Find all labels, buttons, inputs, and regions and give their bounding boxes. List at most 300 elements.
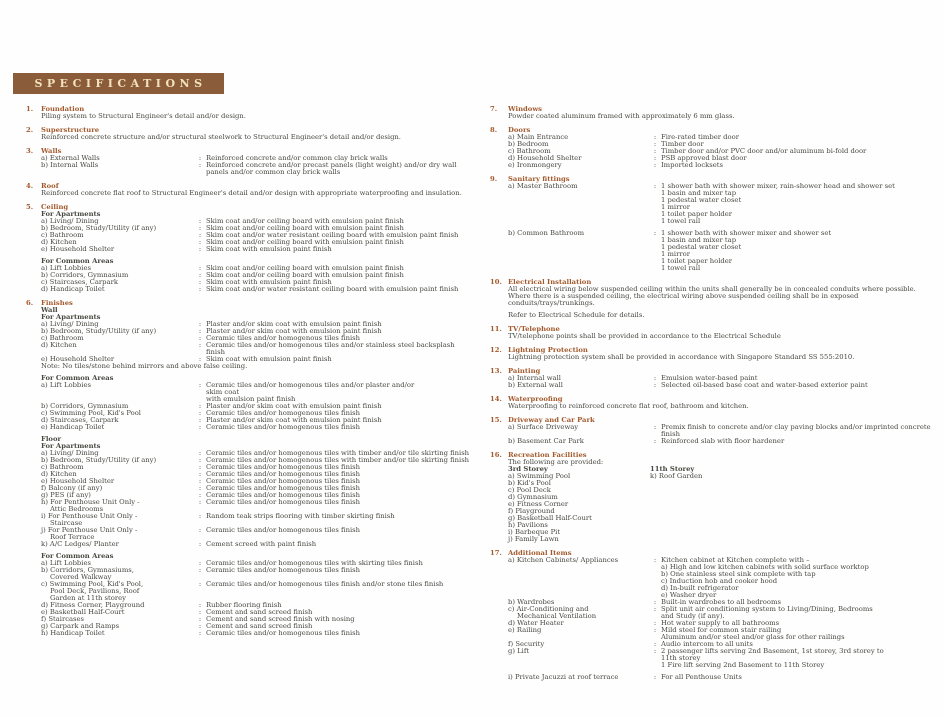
section-body [41, 211, 473, 293]
row-label [41, 581, 194, 602]
section-number: 8. [490, 126, 498, 134]
text-line: with emulsion paint finish [206, 395, 296, 403]
section-body [508, 354, 938, 361]
row-label [41, 499, 194, 513]
text-line: Skim coat and/or ceiling board with emulsion paint finish [206, 264, 404, 272]
section-title: Recreation Facilities [508, 451, 587, 459]
text-line: 2 passenger lifts serving 2nd Basement, 1st storey, 3rd storey to [661, 647, 884, 655]
text-line: Skim coat and/or ceiling board with emulsion paint finish [206, 271, 404, 279]
text-line: and Study (if any). [661, 612, 725, 620]
section-body [41, 134, 473, 141]
spec-rows [41, 265, 473, 293]
section-title: Roof [41, 182, 59, 190]
section-title: Additional Items [508, 549, 572, 557]
spec-section [490, 452, 938, 543]
row-colon [194, 286, 206, 293]
text-line: Ceramic tiles and/or homogenous tiles finish [206, 477, 361, 485]
text-line: 1 basin and mixer tap [661, 189, 737, 197]
sub-heading: For Common Areas [41, 552, 114, 560]
text-line: Ceramic tiles and/or homogenous tiles finish and/or stone tiles finish [206, 580, 444, 588]
text-line: f) Staircases [41, 615, 85, 623]
row-label [508, 162, 649, 169]
paragraph: Refer to Electrical Schedule for details. [508, 311, 645, 319]
section-body [508, 424, 938, 445]
text-line: b) Bedroom, Study/Utility (if any) [41, 456, 157, 464]
row-label [508, 674, 649, 681]
row-value [206, 246, 473, 253]
text-line: a) Lift Lobbies [41, 381, 91, 389]
section-title: Sanitary fittings [508, 175, 570, 183]
text-line: 1 shower bath with shower mixer and shower set [661, 229, 832, 237]
text-line: Ceramic tiles and/or homogenous tiles finish [206, 526, 361, 534]
spec-rows [41, 382, 473, 431]
text-line: Mild steel for common stair railing [661, 626, 782, 634]
section-number: 10. [490, 278, 502, 286]
row-label [41, 630, 194, 637]
text-line: skim coat [206, 388, 240, 396]
text-line: d) Household Shelter [508, 154, 582, 162]
text-line: Ceramic tiles and/or homogenous tiles finish [206, 463, 361, 471]
paragraph: Waterproofing to reinforced concrete flat roof, bathroom and kitchen. [508, 402, 749, 410]
text-line: PSB approved blast door [661, 154, 747, 162]
row-colon [649, 674, 661, 681]
text-line: Skim coat with emulsion paint finish [206, 355, 332, 363]
text-line: b) Bedroom, Study/Utility (if any) [41, 327, 157, 335]
text-line: Fire-rated timber door [661, 133, 739, 141]
spec-section [490, 417, 938, 445]
spec-rows [508, 134, 938, 169]
text-line: d) Water Heater [508, 619, 564, 627]
row-label [41, 513, 194, 527]
row-value [206, 541, 473, 548]
text-line: 1 basin and mixer tap [661, 236, 737, 244]
row-value [661, 648, 938, 669]
row-label [41, 286, 194, 293]
spec-row [41, 541, 473, 548]
facilities-column [650, 466, 938, 543]
facility-item: e) Fitness Corner [508, 500, 569, 508]
section-title: Finishes [41, 299, 73, 307]
text-line: Ceramic tiles and/or homogenous tiles finish [206, 409, 361, 417]
text-line: g) Lift [508, 647, 530, 655]
text-line: a) Main Entrance [508, 133, 569, 141]
text-line: Skim coat and/or ceiling board with emulsion paint finish [206, 224, 404, 232]
row-colon [194, 567, 206, 574]
spec-section [26, 183, 473, 197]
row-label [41, 246, 194, 253]
text-line: a) Master Bathroom [508, 182, 578, 190]
paragraph: Piling system to Structural Engineer's detail and/or design. [41, 112, 246, 120]
text-line: f) Balcony (if any) [41, 484, 103, 492]
text-line: a) Surface Driveway [508, 423, 579, 431]
text-line: Cement and sand screed finish with nosing [206, 615, 355, 623]
text-line: Timber door [661, 140, 704, 148]
paragraph: TV/telephone points shall be provided in accordance to the Electrical Schedule [508, 332, 781, 340]
spec-section [490, 127, 938, 169]
spec-row [508, 230, 938, 272]
row-value [661, 162, 938, 169]
spec-rows [508, 424, 938, 445]
text-line: e) Ironmongery [508, 161, 562, 169]
spec-row [41, 246, 473, 253]
text-line: g) Carpark and Ramps [41, 622, 120, 630]
paragraph: The following are provided: [508, 458, 604, 466]
row-value [206, 630, 473, 637]
text-line: a) Living/ Dining [41, 449, 99, 457]
row-value [661, 606, 938, 620]
section-title: Painting [508, 367, 541, 375]
spec-section [490, 347, 938, 361]
spec-row [41, 499, 473, 513]
text-line: Plaster and/or skim coat with emulsion paint finish [206, 320, 382, 328]
row-label [41, 382, 194, 389]
banner-title: SPECIFICATIONS [34, 77, 207, 90]
section-number: 11. [490, 325, 502, 333]
text-line: d) Kitchen [41, 341, 77, 349]
section-number: 3. [26, 147, 34, 155]
row-value [661, 230, 938, 272]
text-line: 1 pedestal water closet [661, 243, 742, 251]
section-body [508, 113, 938, 120]
spec-row [41, 342, 473, 356]
spec-row [41, 527, 473, 541]
sub-heading: For Apartments [41, 210, 101, 218]
text-line: Timber door and/or PVC door and/or aluminum bi-fold door [661, 147, 867, 155]
text-line: a) Living/ Dining [41, 217, 99, 225]
section-title: Superstructure [41, 126, 100, 134]
text-line: Ceramic tiles and/or homogenous tiles finish [206, 423, 361, 431]
text-line: b) Internal Walls [41, 161, 99, 169]
text-line: Plaster and/or skim coat with emulsion paint finish [206, 402, 382, 410]
text-line: c) Bathroom [508, 147, 551, 155]
text-line: e) Household Shelter [41, 245, 115, 253]
row-colon [194, 342, 206, 349]
sub-heading: Wall [41, 306, 58, 314]
text-line: e) Basketball Half-Court [41, 608, 125, 616]
section-title: Driveway and Car Park [508, 416, 595, 424]
section-title: Electrical Installation [508, 278, 592, 286]
text-line: Rubber flooring finish [206, 601, 282, 609]
row-colon [649, 438, 661, 445]
text-line: Ceramic tiles and/or homogenous tiles and/or plaster and/or [206, 381, 415, 389]
sub-heading: For Common Areas [41, 257, 114, 265]
text-line: 1 shower bath with shower mixer, rain-shower head and shower set [661, 182, 895, 190]
text-line: Audio intercom to all units [661, 640, 753, 648]
text-line: c) Swimming Pool, Kid's Pool [41, 409, 141, 417]
text-line: Plaster and/or skim coat with emulsion paint finish [206, 327, 382, 335]
row-value [206, 342, 473, 356]
row-colon [649, 648, 661, 655]
text-line: Skim coat and/or water resistant ceiling board with emulsion paint finish [206, 285, 459, 293]
text-line: i) For Penthouse Unit Only - [41, 512, 138, 520]
row-value [206, 162, 473, 176]
row-label [508, 557, 649, 564]
section-body [508, 183, 938, 272]
row-label [41, 342, 194, 349]
row-value [206, 527, 473, 534]
spec-row [41, 581, 473, 602]
sub-heading: For Common Areas [41, 374, 114, 382]
row-label [508, 438, 649, 445]
text-line: a) Living/ Dining [41, 320, 99, 328]
spec-row [508, 606, 938, 620]
text-line: b) Common Bathroom [508, 229, 585, 237]
text-line: 11th storey [661, 654, 701, 662]
text-line: c) Bathroom [41, 231, 84, 239]
spec-row [508, 183, 938, 225]
paragraph: All electrical wiring below suspended ceiling within the units shall generally be in concealed conduits where possible. Where there is a suspended ceiling, the electrical wiring above suspended ceiling shall be in exposed conduits/trays/trunkings. [508, 285, 916, 307]
section-number: 1. [26, 105, 34, 113]
section-body [41, 155, 473, 176]
spec-row [41, 286, 473, 293]
row-value [661, 183, 938, 225]
text-line: Ceramic tiles and/or homogenous tiles with skirting tiles finish [206, 559, 423, 567]
facilities-column-heading: 11th Storey [650, 465, 695, 473]
row-colon [194, 541, 206, 548]
row-label [41, 162, 194, 169]
text-line: e) Washer dryer [661, 591, 717, 599]
row-colon [194, 630, 206, 637]
text-line: Pool Deck, Pavilions, Roof [50, 587, 140, 595]
paragraph: Reinforced concrete structure and/or structural steelwork to Structural Engineer's detail and/or design. [41, 133, 401, 141]
section-number: 16. [490, 451, 502, 459]
spec-rows [508, 557, 938, 681]
spec-section [490, 550, 938, 681]
text-line: 1 mirror [661, 203, 690, 211]
column-right [490, 106, 938, 688]
spec-row [41, 630, 473, 637]
facility-item: i) Barbeque Pit [508, 528, 561, 536]
section-body [41, 307, 473, 637]
spec-rows [41, 450, 473, 548]
paragraph: Powder coated aluminum framed with approximately 6 mm glass. [508, 112, 735, 120]
spec-row [508, 627, 938, 641]
row-colon [194, 513, 206, 520]
row-colon [194, 162, 206, 169]
text-line: Hot water supply to all bathrooms [661, 619, 780, 627]
row-label [41, 424, 194, 431]
text-line: Random teak strips flooring with timber skirting finish [206, 512, 395, 520]
section-body [508, 286, 938, 319]
sub-heading: Floor [41, 435, 62, 443]
section-body [508, 333, 938, 340]
text-line: e) Railing [508, 626, 542, 634]
text-line: Skim coat with emulsion paint finish [206, 245, 332, 253]
text-line: d) Fitness Corner, Playground [41, 601, 145, 609]
spec-row [41, 513, 473, 527]
spec-section [490, 396, 938, 410]
text-line: c) Bathroom [41, 334, 84, 342]
section-body [41, 113, 473, 120]
text-line: Roof Terrace [50, 533, 95, 541]
row-colon [649, 183, 661, 190]
row-value [206, 382, 473, 403]
facility-item: h) Pavilions [508, 521, 548, 529]
spec-rows [41, 155, 473, 176]
text-line: c) Staircases, Carpark [41, 278, 118, 286]
text-line: h) Handicap Toilet [41, 629, 105, 637]
text-line: 1 towel rail [661, 264, 701, 272]
spec-rows [508, 375, 938, 389]
spec-section [490, 368, 938, 389]
text-line: Skim coat and/or ceiling board with emulsion paint finish [206, 217, 404, 225]
paragraph: Reinforced concrete flat roof to Structural Engineer's detail and/or design with appropriate waterproofing and insulation. [41, 189, 462, 197]
text-line: d) In-built refrigerator [661, 584, 739, 592]
spec-row [508, 648, 938, 669]
spec-row [41, 382, 473, 403]
text-line: e) Handicap Toilet [41, 423, 105, 431]
row-value [206, 424, 473, 431]
text-line: Kitchen cabinet at Kitchen complete with – [661, 556, 810, 564]
text-line: j) For Penthouse Unit Only - [41, 526, 138, 534]
facilities-columns [508, 466, 938, 543]
text-line: i) Private Jacuzzi at roof terrace [508, 673, 619, 681]
spec-rows [41, 321, 473, 363]
text-line: f) Security [508, 640, 545, 648]
specifications-banner [13, 73, 224, 94]
text-line: Cement screed with paint finish [206, 540, 317, 548]
text-line: 1 mirror [661, 250, 690, 258]
facility-item: g) Basketball Half-Court [508, 514, 592, 522]
row-colon [194, 527, 206, 534]
text-line: b) One stainless steel sink complete with tap [661, 570, 816, 578]
row-colon [649, 382, 661, 389]
row-colon [194, 581, 206, 588]
text-line: Ceramic tiles and/or homogenous tiles with timber and/or tile skirting finish [206, 456, 470, 464]
text-line: Premix finish to concrete and/or clay paving blocks and/or imprinted concrete finish [661, 423, 931, 438]
section-body [508, 459, 938, 543]
facility-item: a) Swimming Pool [508, 472, 571, 480]
text-line: Ceramic tiles and/or homogenous tiles finish [206, 470, 361, 478]
text-line: Ceramic tiles and/or homogenous tiles with timber and/or tile skirting finish [206, 449, 470, 457]
spec-row [41, 162, 473, 176]
section-title: Windows [508, 105, 543, 113]
text-line: 1 toilet paper holder [661, 210, 733, 218]
spec-section [490, 176, 938, 272]
facility-item: b) Kid's Pool [508, 479, 551, 487]
spec-row [508, 134, 938, 141]
text-line: a) Lift Lobbies [41, 264, 91, 272]
row-value [661, 557, 938, 599]
text-line: k) A/C Ledges/ Planter [41, 540, 119, 548]
row-colon [194, 499, 206, 506]
text-line: Ceramic tiles and/or homogenous tiles finish [206, 491, 361, 499]
text-line: b) Basement Car Park [508, 437, 584, 445]
text-line: a) High and low kitchen cabinets with solid surface worktop [661, 563, 869, 571]
row-value [661, 424, 938, 438]
row-label [508, 648, 649, 655]
text-line: d) Handicap Toilet [41, 285, 105, 293]
section-title: Doors [508, 126, 531, 134]
text-line: Reinforced slab with floor hardener [661, 437, 785, 445]
section-number: 9. [490, 175, 498, 183]
text-line: Selected oil-based base coat and water-based exterior paint [661, 381, 868, 389]
row-label [508, 627, 649, 634]
section-number: 12. [490, 346, 502, 354]
section-number: 17. [490, 549, 502, 557]
text-line: g) PES (if any) [41, 491, 91, 499]
spec-row [508, 382, 938, 389]
text-line: h) For Penthouse Unit Only - [41, 498, 140, 506]
row-colon [649, 557, 661, 564]
row-label [41, 541, 194, 548]
spec-row [508, 162, 938, 169]
row-label [41, 527, 194, 541]
text-line: c) Air-Conditioning and [508, 605, 589, 613]
section-body [508, 375, 938, 389]
text-line: d) Kitchen [41, 470, 77, 478]
text-line: Mechanical Ventilation [517, 612, 597, 620]
note-line: Note: No tiles/stone behind mirrors and above false ceiling. [41, 362, 248, 370]
text-line: b) Bedroom [508, 140, 549, 148]
row-label [41, 567, 194, 581]
facility-item: j) Family Lawn [508, 535, 559, 543]
text-line: Skim coat with emulsion paint finish [206, 278, 332, 286]
section-title: Waterproofing [508, 395, 563, 403]
row-label [508, 230, 649, 237]
text-line: b) Corridors, Gymnasiums, [41, 566, 134, 574]
row-label [508, 424, 649, 431]
text-line: d) Staircases, Carpark [41, 416, 119, 424]
text-line: c) Induction hob and cooker hood [661, 577, 778, 585]
text-line: b) Corridors, Gymnasium [41, 402, 129, 410]
text-line: b) Wardrobes [508, 598, 555, 606]
text-line: Staircase [50, 519, 83, 527]
column-left [26, 106, 473, 644]
section-number: 13. [490, 367, 502, 375]
row-value [206, 499, 473, 506]
section-title: Ceiling [41, 203, 69, 211]
text-line: e) Household Shelter [41, 355, 115, 363]
text-line: 1 toilet paper holder [661, 257, 733, 265]
spec-section [490, 106, 938, 120]
row-colon [649, 230, 661, 237]
text-line: Built-in wardrobes to all bedrooms [661, 598, 781, 606]
row-value [661, 438, 938, 445]
spec-rows [41, 218, 473, 253]
text-line: Plaster and/or skim coat with emulsion paint finish [206, 416, 382, 424]
row-value [661, 674, 938, 681]
spec-section [26, 148, 473, 176]
sub-heading: For Apartments [41, 442, 101, 450]
row-colon [649, 424, 661, 431]
row-label [508, 641, 649, 648]
section-number: 2. [26, 126, 34, 134]
spec-row [41, 567, 473, 581]
spec-section [26, 127, 473, 141]
row-colon [194, 246, 206, 253]
text-line: 1 Fire lift serving 2nd Basement to 11th Storey [661, 661, 825, 669]
text-line: a) Lift Lobbies [41, 559, 91, 567]
text-line: a) Kitchen Cabinets/ Appliances [508, 556, 619, 564]
section-body [41, 190, 473, 197]
row-colon [649, 627, 661, 634]
section-number: 7. [490, 105, 498, 113]
row-colon [649, 162, 661, 169]
row-label [508, 606, 649, 620]
spec-row [508, 424, 938, 438]
text-line: 1 towel rail [661, 217, 701, 225]
text-line: Reinforced concrete and/or precast panels (light weight) and/or dry wall panels and/or common clay brick walls [206, 161, 457, 176]
spec-section [490, 326, 938, 340]
section-title: Walls [41, 147, 62, 155]
text-line: 1 pedestal water closet [661, 196, 742, 204]
text-line: Ceramic tiles and/or homogenous tiles and/or stainless steel backsplash finish [206, 341, 455, 356]
spec-rows [508, 183, 938, 272]
text-line: Imported locksets [661, 161, 724, 169]
text-line: Garden at 11th storey [50, 594, 126, 602]
row-value [206, 567, 473, 574]
